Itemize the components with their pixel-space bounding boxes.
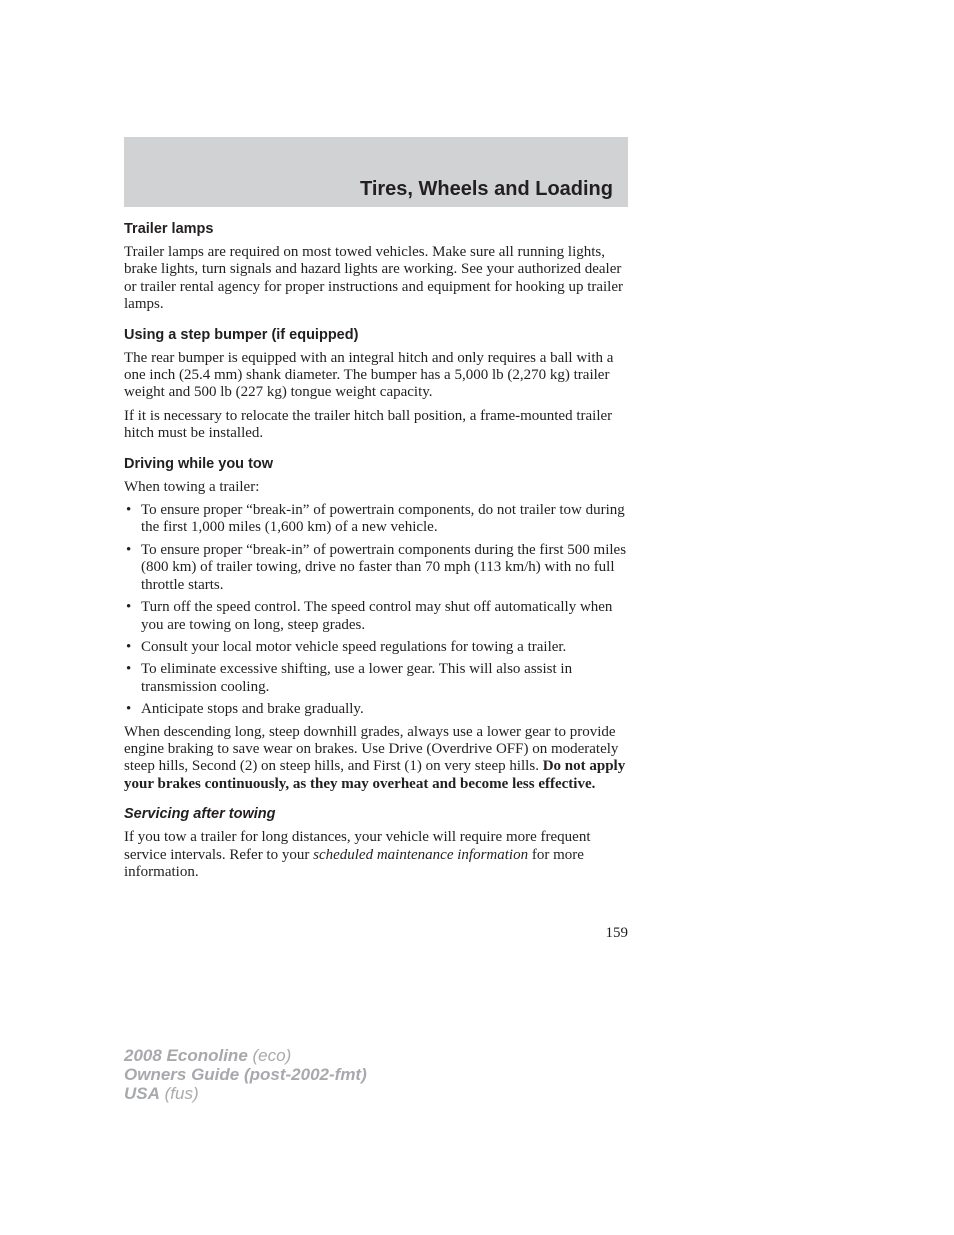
list-item: • To eliminate excessive shifting, use a lower gear. This will also assist in transmission cooling. — [124, 661, 628, 696]
list-item: • To ensure proper “break-in” of powertrain components, do not trailer tow during the first 1,000 miles (1,600 km) of a new vehicle. — [124, 502, 628, 537]
page-content — [124, 220, 628, 893]
bullet-list — [124, 502, 628, 718]
section-heading: Trailer lamps — [124, 221, 214, 237]
chapter-title: Tires, Wheels and Loading — [359, 178, 613, 200]
section-trailer-lamps — [124, 220, 628, 314]
footer-line — [124, 1084, 367, 1103]
paragraph: Trailer lamps are required on most towed vehicles. Make sure all running lights, brake lights, turn signals and hazard lights are working. See your authorized dealer or trailer rental agency for proper instructions and equipment for hooking up trailer lamps. — [124, 244, 623, 313]
paragraph: The rear bumper is equipped with an integral hitch and only requires a ball with a one inch (25.4 mm) shank diameter. The bumper has a 5,000 lb (2,270 kg) trailer weight and 500 lb (227 kg) tongue weight capacity. — [124, 349, 614, 401]
list-item: • Consult your local motor vehicle speed regulations for towing a trailer. — [124, 639, 628, 656]
document-footer — [124, 1046, 367, 1103]
section-step-bumper — [124, 326, 628, 443]
paragraph: If it is necessary to relocate the trailer hitch ball position, a frame-mounted trailer hitch must be installed. — [124, 407, 613, 442]
section-heading: Servicing after towing — [124, 806, 276, 823]
footer-model: 2008 Econoline — [124, 1046, 248, 1065]
footer-guide: Owners Guide (post-2002-fmt) — [124, 1065, 367, 1084]
page-number: 159 — [605, 925, 628, 941]
servicing-text-end: for more information. — [124, 846, 584, 880]
section-heading: Driving while you tow — [124, 455, 274, 472]
descending-text: When descending long, steep downhill grades, always use a lower gear to provide engine braking to save wear on brakes. Use Drive (Overdrive OFF) on moderately steep hills, Second (2) on steep hills, and First (1) on very steep hills. — [124, 723, 619, 775]
footer-model-code: (eco) — [252, 1046, 292, 1065]
footer-line — [124, 1065, 367, 1084]
list-item: • Turn off the speed control. The speed control may shut off automatically when you are towing on long, steep grades. — [124, 599, 628, 634]
list-item: • To ensure proper “break-in” of powertrain components during the first 500 miles (800 km) of trailer towing, drive no faster than 70 mph (113 km/h) with no full throttle starts. — [124, 542, 628, 594]
footer-line — [124, 1046, 367, 1065]
list-item: • Anticipate stops and brake gradually. — [124, 701, 628, 718]
chapter-header-band — [124, 137, 628, 207]
paragraph: When towing a trailer: — [124, 478, 260, 495]
cross-reference: scheduled maintenance information — [313, 846, 529, 863]
footer-market-code: (fus) — [164, 1084, 199, 1103]
paragraph — [124, 724, 628, 794]
section-heading: Using a step bumper (if equipped) — [124, 326, 359, 343]
footer-market: USA — [124, 1084, 160, 1103]
servicing-text: If you tow a trailer for long distances, your vehicle will require more frequent service intervals. Refer to your — [124, 829, 591, 863]
section-servicing-after-towing — [124, 805, 628, 881]
section-driving-while-tow — [124, 455, 628, 794]
warning-text: Do not apply your brakes continuously, as they may overheat and become less effective. — [124, 758, 626, 792]
paragraph — [124, 829, 628, 881]
